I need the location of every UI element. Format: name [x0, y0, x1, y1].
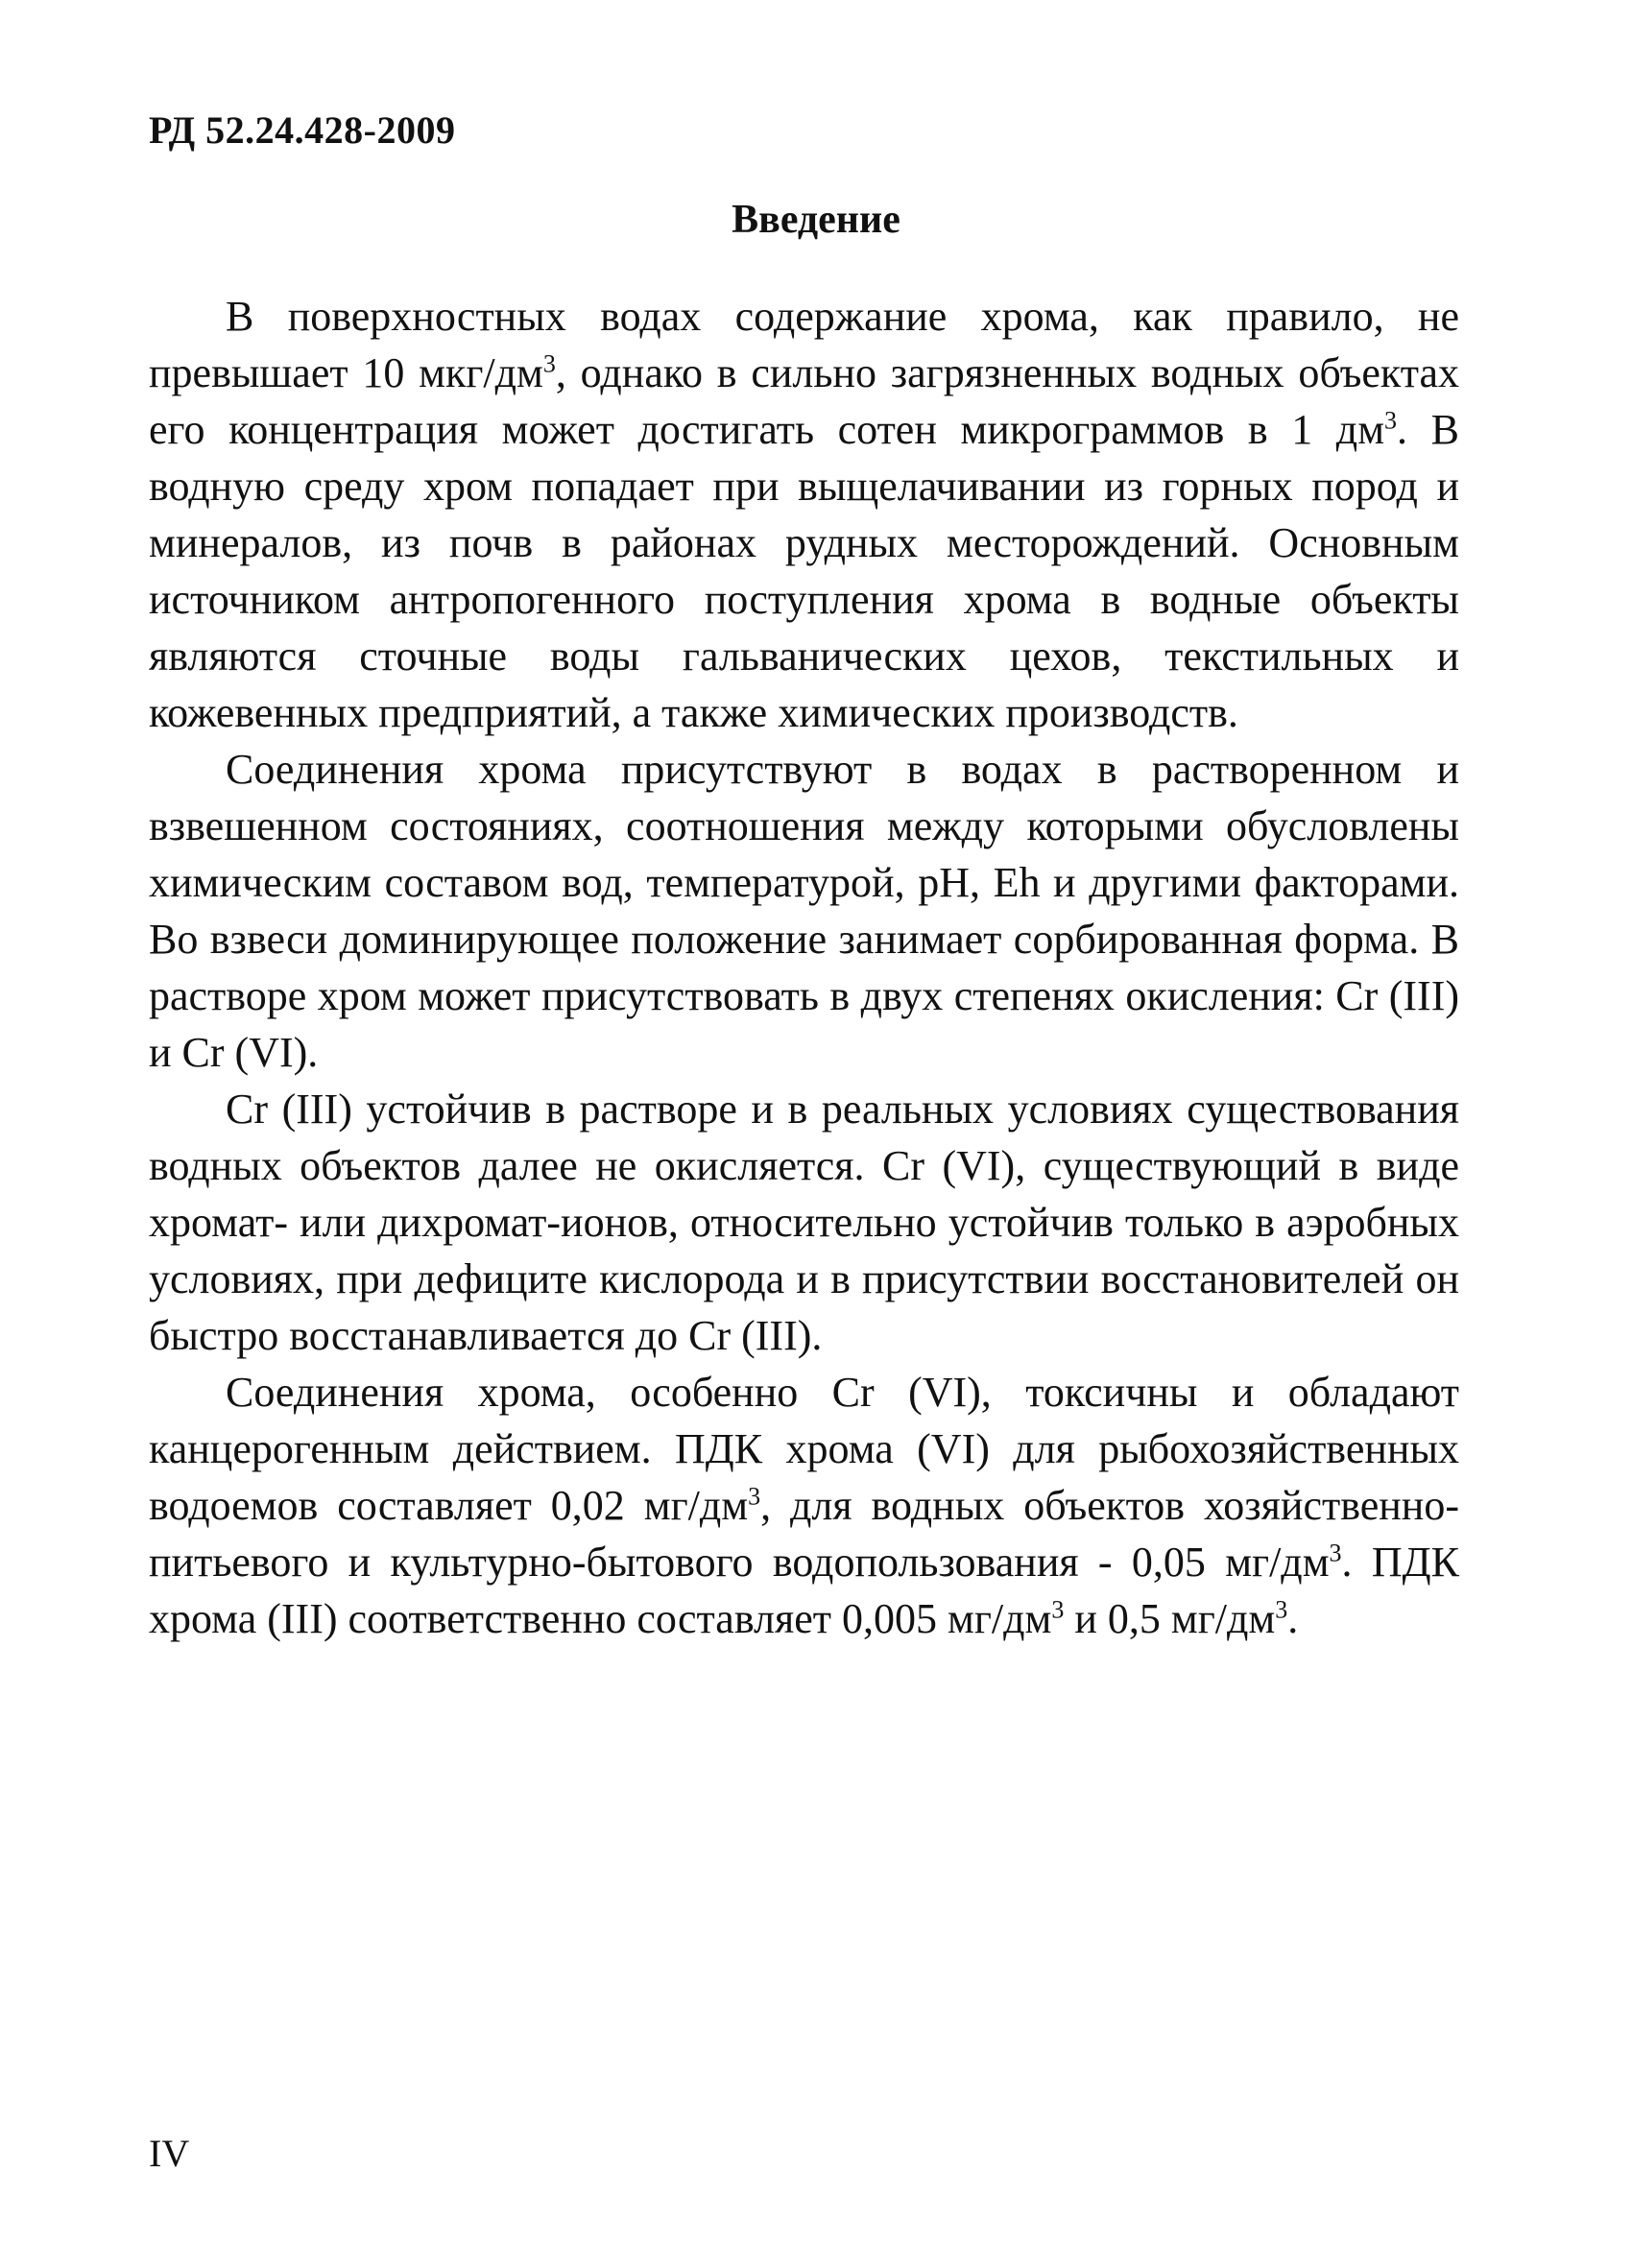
paragraph-text: Соединения хрома присутствуют в водах в растворенном и взвешенном состояниях, соотношения между которыми обусловлены химическим составом вод, температурой, pH, Eh и другими факторами. Во взвеси доминирующее положение занимает сорбированная форма. В растворе хром может присутствовать в двух степенях окисления: Cr (III) и Cr (VI).: [149, 746, 1459, 1076]
superscript: 3: [1051, 1595, 1065, 1624]
superscript: 3: [748, 1482, 761, 1511]
paragraph-chromium-toxicity: [149, 1364, 1459, 1647]
superscript: 3: [1384, 406, 1398, 435]
paragraph-text: . ПДК хрома (III) соответственно составляет 0,005 мг/дм: [149, 1539, 1459, 1642]
paragraph-text: .: [1287, 1595, 1299, 1642]
paragraph-text: , однако в сильно загрязненных водных объектах его концентрация может достигать сотен микрограммов в 1 дм: [149, 349, 1459, 453]
section-title: Введение: [732, 198, 900, 242]
paragraph-text: Соединения хрома, особенно Cr (VI), токсичны и обладают канцерогенным действием. ПДК хрома (VI) для рыбохозяйственных водоемов составляет 0,02 мг/дм: [149, 1369, 1459, 1529]
paragraph-text: В поверхностных водах содержание хрома, как правило, не превышает 10 мкг/дм: [149, 293, 1459, 396]
paragraph-text: Cr (III) устойчив в растворе и в реальных условиях существования водных объектов далее не окисляется. Cr (VI), существующий в виде хромат- или дихромат-ионов, относительно устойчив только в аэробных условиях, при дефиците кислорода и в присутствии восстановителей он быстро восстанавливается до Cr (III).: [149, 1086, 1459, 1359]
superscript: 3: [542, 349, 556, 378]
superscript: 3: [1275, 1595, 1288, 1624]
paragraph-text: и 0,5 мг/дм: [1064, 1595, 1276, 1642]
superscript: 3: [1329, 1539, 1342, 1567]
document-code: РД 52.24.428-2009: [149, 108, 456, 152]
body-text: [149, 288, 1459, 1647]
paragraph-chromium-stability: [149, 1081, 1459, 1364]
paragraph-chromium-forms: [149, 741, 1459, 1081]
paragraph-text: , для водных объектов хозяйственно-питьевого и культурно-бытового водопользования - 0,05 мг/дм: [149, 1482, 1459, 1586]
paragraph-chromium-sources: [149, 288, 1459, 741]
page-number: IV: [149, 2132, 190, 2175]
paragraph-text: . В водную среду хром попадает при выщелачивании из горных пород и минералов, из почв в районах рудных месторождений. Основным источником антропогенного поступления хрома в водные объекты являются сточные воды гальванических цехов, текстильных и кожевенных предприятий, а также химических производств.: [149, 406, 1459, 736]
